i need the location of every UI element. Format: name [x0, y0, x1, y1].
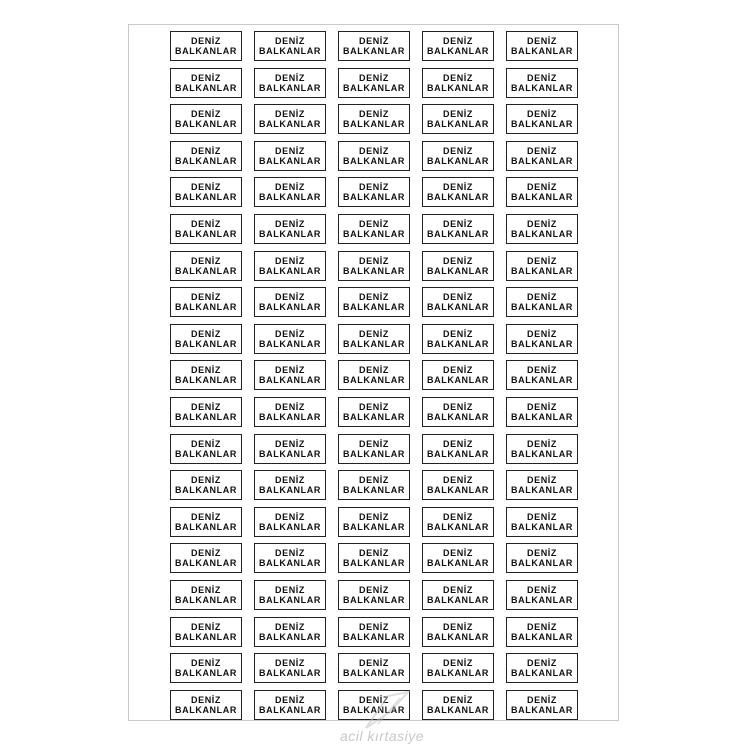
label-last-name: BALKANLAR [343, 228, 405, 239]
label-last-name: BALKANLAR [343, 594, 405, 605]
label-last-name: BALKANLAR [511, 594, 573, 605]
name-label [170, 177, 242, 207]
label-first-name: DENİZ [275, 292, 305, 303]
label-last-name: BALKANLAR [175, 521, 237, 532]
label-last-name: BALKANLAR [511, 302, 573, 313]
label-first-name: DENİZ [443, 145, 473, 156]
name-label [422, 251, 494, 281]
label-last-name: BALKANLAR [259, 558, 321, 569]
label-first-name: DENİZ [443, 438, 473, 449]
label-last-name: BALKANLAR [259, 704, 321, 715]
name-label [422, 214, 494, 244]
label-last-name: BALKANLAR [427, 558, 489, 569]
name-label [254, 31, 326, 61]
label-first-name: DENİZ [527, 328, 557, 339]
label-last-name: BALKANLAR [175, 155, 237, 166]
name-label [422, 31, 494, 61]
label-first-name: DENİZ [191, 72, 221, 83]
label-first-name: DENİZ [359, 109, 389, 120]
name-label [422, 653, 494, 683]
watermark-text: acil kırtasiye [340, 728, 425, 744]
label-first-name: DENİZ [191, 36, 221, 46]
label-last-name: BALKANLAR [175, 119, 237, 130]
label-first-name: DENİZ [359, 36, 389, 46]
label-last-name: BALKANLAR [259, 338, 321, 349]
label-first-name: DENİZ [191, 694, 221, 705]
label-first-name: DENİZ [527, 145, 557, 156]
name-label [338, 470, 410, 500]
name-label [506, 360, 578, 390]
label-first-name: DENİZ [359, 218, 389, 229]
name-label [506, 104, 578, 134]
label-last-name: BALKANLAR [427, 448, 489, 459]
name-label [506, 141, 578, 171]
name-label [338, 580, 410, 610]
label-first-name: DENİZ [443, 621, 473, 632]
name-label [506, 177, 578, 207]
label-first-name: DENİZ [527, 182, 557, 193]
label-first-name: DENİZ [527, 292, 557, 303]
name-label [422, 580, 494, 610]
label-last-name: BALKANLAR [427, 411, 489, 422]
label-last-name: BALKANLAR [343, 448, 405, 459]
label-last-name: BALKANLAR [511, 448, 573, 459]
label-last-name: BALKANLAR [343, 375, 405, 386]
name-label [506, 31, 578, 61]
label-last-name: BALKANLAR [259, 119, 321, 130]
label-first-name: DENİZ [443, 475, 473, 486]
label-first-name: DENİZ [275, 401, 305, 412]
label-last-name: BALKANLAR [259, 485, 321, 496]
name-label [506, 580, 578, 610]
label-first-name: DENİZ [443, 292, 473, 303]
label-first-name: DENİZ [191, 365, 221, 376]
name-label [254, 543, 326, 573]
name-label [422, 68, 494, 98]
name-label [170, 214, 242, 244]
label-last-name: BALKANLAR [259, 411, 321, 422]
label-last-name: BALKANLAR [343, 558, 405, 569]
label-first-name: DENİZ [359, 401, 389, 412]
label-last-name: BALKANLAR [343, 338, 405, 349]
label-first-name: DENİZ [359, 292, 389, 303]
name-label [254, 397, 326, 427]
label-first-name: DENİZ [527, 548, 557, 559]
label-first-name: DENİZ [443, 658, 473, 669]
label-first-name: DENİZ [191, 475, 221, 486]
label-first-name: DENİZ [359, 548, 389, 559]
label-last-name: BALKANLAR [511, 338, 573, 349]
name-label [338, 434, 410, 464]
label-last-name: BALKANLAR [259, 448, 321, 459]
label-first-name: DENİZ [443, 255, 473, 266]
label-last-name: BALKANLAR [343, 119, 405, 130]
name-label [422, 287, 494, 317]
label-last-name: BALKANLAR [427, 192, 489, 203]
label-first-name: DENİZ [191, 621, 221, 632]
label-first-name: DENİZ [443, 511, 473, 522]
label-first-name: DENİZ [527, 511, 557, 522]
name-label [338, 251, 410, 281]
label-last-name: BALKANLAR [427, 668, 489, 679]
label-last-name: BALKANLAR [175, 631, 237, 642]
label-last-name: BALKANLAR [259, 631, 321, 642]
name-label [170, 31, 242, 61]
name-label [170, 324, 242, 354]
name-label [254, 324, 326, 354]
label-first-name: DENİZ [443, 365, 473, 376]
name-label [338, 177, 410, 207]
name-label [338, 214, 410, 244]
label-first-name: DENİZ [527, 36, 557, 46]
label-first-name: DENİZ [359, 438, 389, 449]
name-label [170, 653, 242, 683]
label-first-name: DENİZ [527, 365, 557, 376]
name-label [338, 507, 410, 537]
name-label [422, 104, 494, 134]
label-first-name: DENİZ [275, 548, 305, 559]
name-label [170, 68, 242, 98]
label-first-name: DENİZ [527, 694, 557, 705]
label-last-name: BALKANLAR [175, 46, 237, 56]
label-last-name: BALKANLAR [343, 46, 405, 56]
name-label [506, 397, 578, 427]
label-last-name: BALKANLAR [259, 594, 321, 605]
label-last-name: BALKANLAR [511, 375, 573, 386]
label-last-name: BALKANLAR [511, 631, 573, 642]
name-label [506, 653, 578, 683]
label-last-name: BALKANLAR [175, 338, 237, 349]
name-label [506, 251, 578, 281]
name-label [422, 324, 494, 354]
watermark-logo-icon [360, 690, 414, 732]
label-last-name: BALKANLAR [427, 631, 489, 642]
name-label [170, 617, 242, 647]
name-label [338, 397, 410, 427]
label-first-name: DENİZ [359, 328, 389, 339]
label-last-name: BALKANLAR [259, 265, 321, 276]
label-first-name: DENİZ [359, 584, 389, 595]
label-first-name: DENİZ [275, 694, 305, 705]
label-first-name: DENİZ [275, 36, 305, 46]
name-label [422, 177, 494, 207]
label-last-name: BALKANLAR [427, 302, 489, 313]
label-last-name: BALKANLAR [427, 82, 489, 93]
label-last-name: BALKANLAR [427, 485, 489, 496]
name-label [422, 360, 494, 390]
label-first-name: DENİZ [359, 475, 389, 486]
label-first-name: DENİZ [527, 475, 557, 486]
label-last-name: BALKANLAR [427, 521, 489, 532]
label-first-name: DENİZ [191, 438, 221, 449]
label-last-name: BALKANLAR [343, 411, 405, 422]
name-label [506, 470, 578, 500]
name-label [254, 287, 326, 317]
label-last-name: BALKANLAR [175, 668, 237, 679]
label-last-name: BALKANLAR [511, 119, 573, 130]
label-last-name: BALKANLAR [511, 411, 573, 422]
label-last-name: BALKANLAR [427, 46, 489, 56]
label-last-name: BALKANLAR [343, 155, 405, 166]
label-first-name: DENİZ [527, 621, 557, 632]
label-last-name: BALKANLAR [343, 668, 405, 679]
label-last-name: BALKANLAR [343, 485, 405, 496]
label-last-name: BALKANLAR [259, 82, 321, 93]
name-label [338, 543, 410, 573]
label-first-name: DENİZ [275, 365, 305, 376]
label-first-name: DENİZ [191, 145, 221, 156]
label-last-name: BALKANLAR [175, 558, 237, 569]
label-last-name: BALKANLAR [259, 46, 321, 56]
name-label [170, 104, 242, 134]
name-label [170, 287, 242, 317]
label-last-name: BALKANLAR [343, 82, 405, 93]
label-first-name: DENİZ [359, 694, 389, 705]
name-label [506, 617, 578, 647]
name-label [506, 68, 578, 98]
label-first-name: DENİZ [275, 145, 305, 156]
label-last-name: BALKANLAR [343, 265, 405, 276]
name-label [254, 360, 326, 390]
label-last-name: BALKANLAR [175, 265, 237, 276]
label-first-name: DENİZ [275, 475, 305, 486]
label-last-name: BALKANLAR [259, 192, 321, 203]
label-last-name: BALKANLAR [259, 521, 321, 532]
label-first-name: DENİZ [275, 109, 305, 120]
label-last-name: BALKANLAR [427, 155, 489, 166]
name-label [422, 141, 494, 171]
label-last-name: BALKANLAR [175, 375, 237, 386]
label-first-name: DENİZ [275, 658, 305, 669]
label-last-name: BALKANLAR [259, 302, 321, 313]
label-first-name: DENİZ [443, 328, 473, 339]
name-label [506, 287, 578, 317]
label-first-name: DENİZ [359, 182, 389, 193]
name-label [422, 617, 494, 647]
label-last-name: BALKANLAR [175, 192, 237, 203]
name-label [422, 690, 494, 720]
label-first-name: DENİZ [275, 511, 305, 522]
label-last-name: BALKANLAR [511, 704, 573, 715]
label-last-name: BALKANLAR [511, 485, 573, 496]
label-first-name: DENİZ [275, 584, 305, 595]
name-label [338, 31, 410, 61]
name-label [338, 68, 410, 98]
name-label [254, 580, 326, 610]
label-last-name: BALKANLAR [175, 228, 237, 239]
label-last-name: BALKANLAR [511, 82, 573, 93]
label-last-name: BALKANLAR [175, 485, 237, 496]
label-first-name: DENİZ [443, 218, 473, 229]
label-first-name: DENİZ [359, 72, 389, 83]
label-first-name: DENİZ [191, 548, 221, 559]
label-first-name: DENİZ [359, 658, 389, 669]
label-last-name: BALKANLAR [175, 411, 237, 422]
name-label [506, 543, 578, 573]
name-label [338, 653, 410, 683]
label-first-name: DENİZ [191, 328, 221, 339]
name-label [506, 507, 578, 537]
label-last-name: BALKANLAR [511, 668, 573, 679]
name-label [254, 690, 326, 720]
label-first-name: DENİZ [191, 292, 221, 303]
label-first-name: DENİZ [443, 109, 473, 120]
label-first-name: DENİZ [443, 694, 473, 705]
label-last-name: BALKANLAR [175, 448, 237, 459]
label-first-name: DENİZ [527, 584, 557, 595]
name-label [338, 617, 410, 647]
name-label [254, 507, 326, 537]
name-label [422, 543, 494, 573]
name-label [254, 251, 326, 281]
label-first-name: DENİZ [275, 438, 305, 449]
name-label [254, 434, 326, 464]
label-last-name: BALKANLAR [511, 155, 573, 166]
name-label [338, 287, 410, 317]
label-first-name: DENİZ [359, 255, 389, 266]
name-label [254, 104, 326, 134]
label-first-name: DENİZ [527, 255, 557, 266]
label-last-name: BALKANLAR [175, 594, 237, 605]
label-first-name: DENİZ [443, 401, 473, 412]
name-label [254, 653, 326, 683]
label-last-name: BALKANLAR [427, 704, 489, 715]
label-last-name: BALKANLAR [427, 375, 489, 386]
label-first-name: DENİZ [191, 584, 221, 595]
label-first-name: DENİZ [527, 401, 557, 412]
label-last-name: BALKANLAR [259, 668, 321, 679]
label-first-name: DENİZ [191, 109, 221, 120]
name-label [170, 690, 242, 720]
name-label [170, 507, 242, 537]
label-first-name: DENİZ [359, 365, 389, 376]
label-last-name: BALKANLAR [343, 631, 405, 642]
label-last-name: BALKANLAR [259, 155, 321, 166]
label-last-name: BALKANLAR [343, 704, 405, 715]
label-last-name: BALKANLAR [175, 704, 237, 715]
label-last-name: BALKANLAR [427, 119, 489, 130]
label-first-name: DENİZ [191, 401, 221, 412]
label-last-name: BALKANLAR [511, 558, 573, 569]
label-last-name: BALKANLAR [511, 46, 573, 56]
label-grid [170, 31, 578, 720]
name-label [254, 68, 326, 98]
label-first-name: DENİZ [359, 511, 389, 522]
label-first-name: DENİZ [191, 658, 221, 669]
label-first-name: DENİZ [275, 255, 305, 266]
label-last-name: BALKANLAR [259, 375, 321, 386]
name-label [338, 104, 410, 134]
label-first-name: DENİZ [443, 72, 473, 83]
label-first-name: DENİZ [191, 511, 221, 522]
label-last-name: BALKANLAR [511, 265, 573, 276]
label-first-name: DENİZ [191, 218, 221, 229]
label-first-name: DENİZ [275, 182, 305, 193]
name-label [422, 397, 494, 427]
label-last-name: BALKANLAR [175, 82, 237, 93]
label-last-name: BALKANLAR [511, 228, 573, 239]
label-first-name: DENİZ [359, 145, 389, 156]
name-label [338, 141, 410, 171]
label-first-name: DENİZ [275, 218, 305, 229]
label-last-name: BALKANLAR [259, 228, 321, 239]
label-first-name: DENİZ [275, 72, 305, 83]
name-label [170, 543, 242, 573]
name-label [254, 470, 326, 500]
name-label [506, 434, 578, 464]
name-label [254, 617, 326, 647]
label-last-name: BALKANLAR [175, 302, 237, 313]
name-label [506, 214, 578, 244]
label-last-name: BALKANLAR [343, 302, 405, 313]
label-first-name: DENİZ [191, 255, 221, 266]
label-last-name: BALKANLAR [343, 192, 405, 203]
name-label [170, 397, 242, 427]
name-label [422, 434, 494, 464]
name-label [170, 434, 242, 464]
name-label [254, 177, 326, 207]
name-label [170, 580, 242, 610]
label-first-name: DENİZ [443, 36, 473, 46]
name-label [338, 324, 410, 354]
label-first-name: DENİZ [527, 109, 557, 120]
label-first-name: DENİZ [359, 621, 389, 632]
name-label [506, 324, 578, 354]
label-last-name: BALKANLAR [427, 265, 489, 276]
name-label [254, 214, 326, 244]
label-first-name: DENİZ [443, 548, 473, 559]
name-label [170, 470, 242, 500]
label-first-name: DENİZ [527, 72, 557, 83]
label-last-name: BALKANLAR [511, 192, 573, 203]
label-first-name: DENİZ [275, 621, 305, 632]
name-label [170, 360, 242, 390]
label-first-name: DENİZ [443, 584, 473, 595]
label-first-name: DENİZ [527, 438, 557, 449]
label-last-name: BALKANLAR [427, 594, 489, 605]
label-last-name: BALKANLAR [343, 521, 405, 532]
name-label [422, 507, 494, 537]
name-label [254, 141, 326, 171]
label-last-name: BALKANLAR [511, 521, 573, 532]
label-first-name: DENİZ [191, 182, 221, 193]
label-last-name: BALKANLAR [427, 338, 489, 349]
name-label [506, 690, 578, 720]
name-label [338, 360, 410, 390]
label-last-name: BALKANLAR [427, 228, 489, 239]
label-first-name: DENİZ [527, 218, 557, 229]
label-first-name: DENİZ [275, 328, 305, 339]
name-label [170, 141, 242, 171]
name-label [422, 470, 494, 500]
name-label [170, 251, 242, 281]
label-first-name: DENİZ [527, 658, 557, 669]
label-first-name: DENİZ [443, 182, 473, 193]
